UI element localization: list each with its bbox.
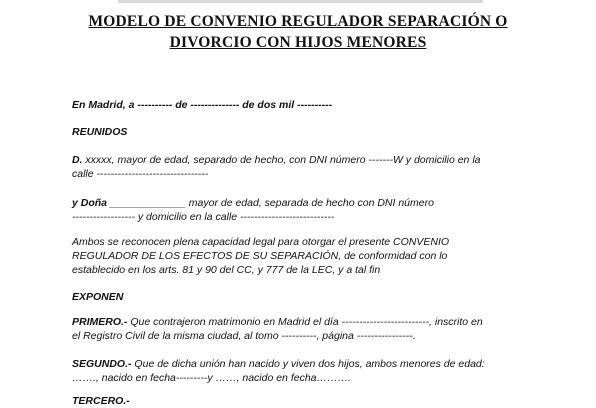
party1-text-line1: xxxxx, mayor de edad, separado de hecho, con DNI número -------W y domicilio en la [82, 154, 481, 166]
primero-line1: Que contrajeron matrimonio en Madrid el día -------------------------, inscrito en [127, 316, 483, 328]
segundo-paragraph [72, 357, 512, 385]
tercero-label: TERCERO.- [72, 395, 130, 407]
top-divider [118, 0, 483, 3]
segundo-line2: ……., nacido en fecha---------y ……, nacido en fecha………. [72, 372, 351, 384]
date-line: En Madrid, a ---------- de -------------- de dos mil ---------- [72, 99, 333, 111]
party1-label: D. [72, 154, 83, 166]
party2-text-line2: ------------------ y domicilio en la calle --------------------------- [72, 211, 335, 223]
segundo-line1: Que de dicha unión han nacido y viven dos hijos, ambos menores de edad: [131, 358, 485, 370]
reunidos-heading: REUNIDOS [72, 126, 128, 138]
party2-label: y Doña [72, 197, 108, 209]
capacity-line1: Ambos se reconocen plena capacidad legal para otorgar el presente CONVENIO [72, 236, 450, 248]
party1-text-line2: calle -------------------------------- [72, 168, 209, 180]
primero-paragraph [72, 315, 512, 343]
party2-paragraph [72, 196, 512, 224]
primero-label: PRIMERO.- [72, 316, 128, 328]
primero-line2: el Registro Civil de la misma ciudad, al tomo ----------, página ----------------. [72, 330, 416, 342]
capacity-line3: establecido en los arts. 81 y 90 del CC, y 777 de la LEC, y a tal fin [72, 264, 381, 276]
exponen-heading: EXPONEN [72, 291, 124, 303]
document-title-line2: DIVORCIO CON HIJOS MENORES [169, 34, 427, 51]
party1-paragraph [72, 153, 512, 181]
capacity-line2: REGULADOR DE LOS EFECTOS DE SU SEPARACIÓN, de conformidad con lo [72, 250, 448, 262]
segundo-label: SEGUNDO.- [72, 358, 132, 370]
party2-blank: _____________ [107, 197, 186, 209]
document-title-line1: MODELO DE CONVENIO REGULADOR SEPARACIÓN O [88, 13, 508, 30]
capacity-paragraph [72, 235, 512, 277]
party2-text-line1: mayor de edad, separada de hecho con DNI número [185, 197, 434, 209]
